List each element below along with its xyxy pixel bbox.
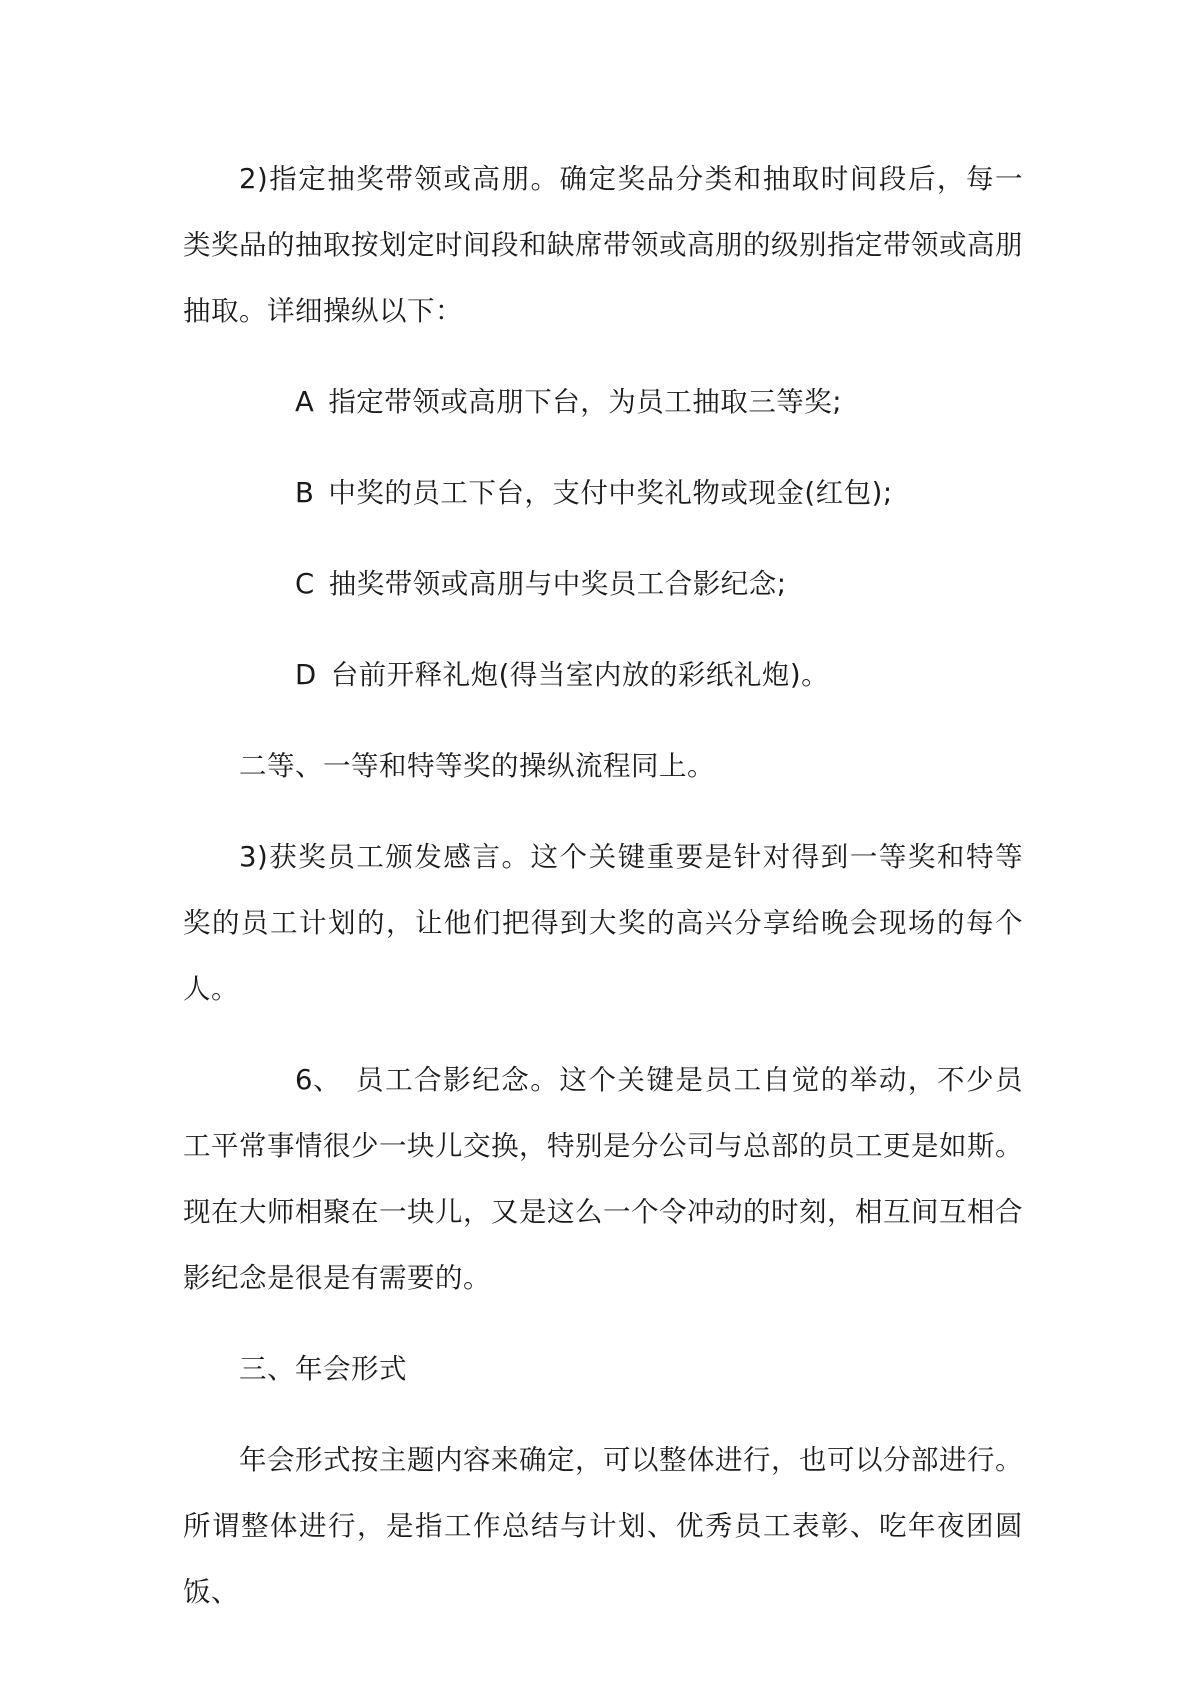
paragraph-award-speech (183, 824, 1023, 1022)
document-body (183, 146, 1023, 1625)
paragraph-text: 2)指定抽奖带领或高朋。确定奖品分类和抽取时间段后，每一类奖品的抽取按划定时间段和缺席带领或高朋的级别指定带领或高朋抽取。详细操纵以下： (183, 163, 1023, 327)
list-item-c (183, 551, 1023, 617)
paragraph-lottery-assign (183, 146, 1023, 344)
list-item-a (183, 369, 1023, 435)
paragraph-same-process (183, 733, 1023, 799)
paragraph-group-photo (183, 1047, 1023, 1311)
list-item-marker: B (295, 477, 315, 509)
paragraph-text: 二等、一等和特等奖的操纵流程同上。 (239, 750, 715, 782)
heading-text: 三、年会形式 (239, 1353, 407, 1385)
list-item-text: 指定带领或高朋下台，为员工抽取三等奖; (328, 386, 843, 418)
section-number: 6、 (295, 1064, 341, 1096)
list-item-marker: D (295, 659, 317, 691)
list-item-marker: C (295, 568, 315, 600)
paragraph-text: 年会形式按主题内容来确定，可以整体进行，也可以分部进行。所谓整体进行，是指工作总结与计划、优秀员工表彰、吃年夜团圆饭、 (183, 1444, 1023, 1608)
paragraph-meeting-format (183, 1427, 1023, 1625)
list-item-text: 抽奖带领或高朋与中奖员工合影纪念; (328, 568, 787, 600)
list-item-text: 中奖的员工下台，支付中奖礼物或现金(红包); (328, 477, 893, 509)
list-item-text: 台前开释礼炮(得当室内放的彩纸礼炮)。 (330, 659, 830, 691)
list-item-marker: A (295, 386, 315, 418)
paragraph-text: 员工合影纪念。这个关键是员工自觉的举动，不少员工平常事情很少一块儿交换，特别是分公司与总部的员工更是如斯。现在大师相聚在一块儿，又是这么一个令冲动的时刻，相互间互相合影纪念是很是有需要的。 (183, 1064, 1023, 1294)
list-item-b (183, 460, 1023, 526)
section-heading-annual-meeting-format (183, 1336, 1023, 1402)
list-item-d (183, 642, 1023, 708)
paragraph-text: 3)获奖员工颁发感言。这个关键重要是针对得到一等奖和特等奖的员工计划的，让他们把得到大奖的高兴分享给晚会现场的每个人。 (183, 841, 1023, 1005)
